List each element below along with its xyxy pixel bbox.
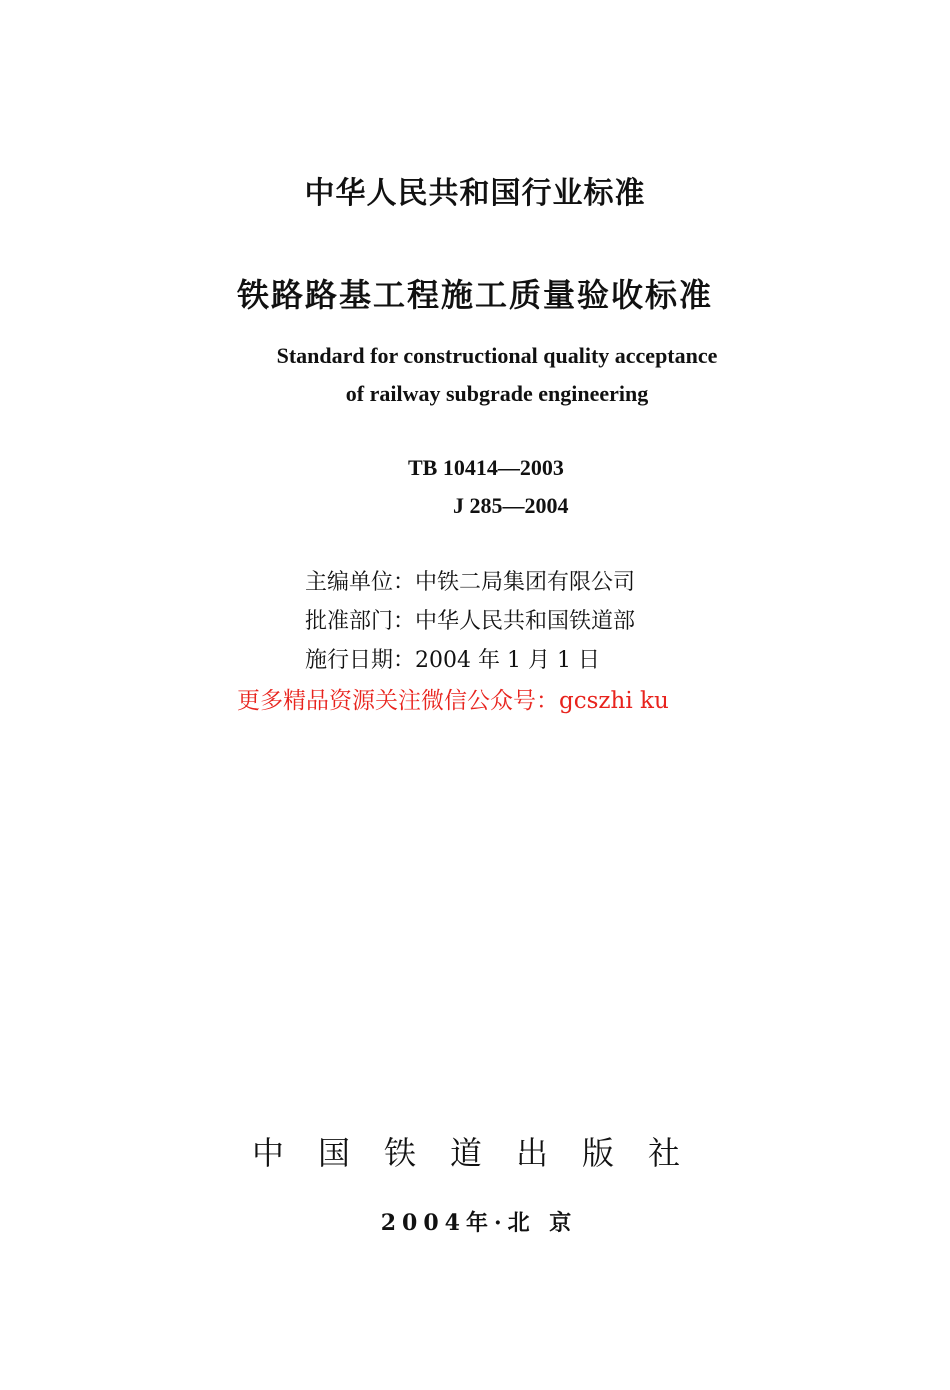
document-title-english-line2: of railway subgrade engineering bbox=[345, 381, 649, 406]
standard-code-j: J 285—2004 bbox=[453, 493, 569, 518]
industry-standard-heading: 中华人民共和国行业标准 bbox=[304, 176, 646, 211]
publication-year-place: 2004年·北 京 bbox=[380, 1210, 578, 1236]
approving-department: 批准部门：中华人民共和国铁道部 bbox=[305, 609, 636, 634]
effective-date: 施行日期：2004 年 1 月 1 日 bbox=[305, 648, 600, 673]
standard-code-tb: TB 10414—2003 bbox=[408, 455, 564, 480]
publisher-name: 中国铁道出版社 bbox=[251, 1134, 714, 1172]
document-title-chinese: 铁路路基工程施工质量验收标准 bbox=[236, 276, 713, 314]
chief-editor-unit: 主编单位：中铁二局集团有限公司 bbox=[305, 570, 636, 595]
document-title-english-line1: Standard for constructional quality acceptance bbox=[276, 343, 718, 368]
promo-watermark-text: 更多精品资源关注微信公众号：gcszhi ku bbox=[237, 688, 669, 714]
